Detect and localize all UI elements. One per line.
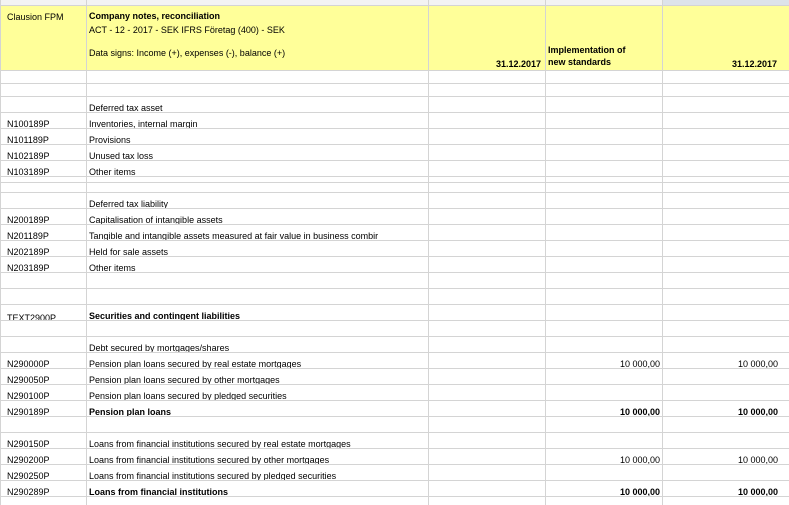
row-code[interactable]: N103189P	[7, 167, 50, 177]
row-code[interactable]: N102189P	[7, 151, 50, 161]
row-description[interactable]: Loans from financial institutions secured by real estate mortgages	[89, 439, 351, 449]
grid-row-line	[0, 96, 789, 97]
grid-row-line	[0, 70, 789, 71]
grid-row-line	[0, 224, 789, 225]
grid-row-line	[0, 352, 789, 353]
row-description[interactable]: Deferred tax liability	[89, 199, 169, 209]
row-code[interactable]: N290000P	[7, 359, 50, 369]
grid-row-line	[0, 464, 789, 465]
row-description[interactable]: Debt secured by mortgages/shares	[89, 343, 230, 353]
row-code[interactable]: N202189P	[7, 247, 50, 257]
row-description[interactable]: Pension plan loans	[89, 407, 172, 417]
row-code[interactable]: N201189P	[7, 231, 49, 241]
grid-row-line	[0, 144, 789, 145]
row-code[interactable]: N290050P	[7, 375, 50, 385]
value-cell-c[interactable]: 10 000,00	[619, 359, 660, 369]
grid-row-line	[0, 272, 789, 273]
grid-row-line	[0, 416, 789, 417]
grid-row-line	[0, 160, 789, 161]
row-code[interactable]: N290200P	[7, 455, 50, 465]
row-code[interactable]: N290150P	[7, 439, 50, 449]
grid-row-line	[0, 496, 789, 497]
report-subtitle: ACT - 12 - 2017 - SEK IFRS Företag (400) - SEK	[89, 25, 285, 35]
row-description[interactable]: Other items	[89, 263, 136, 273]
row-description[interactable]: Loans from financial institutions secured by pledged securities	[89, 471, 337, 481]
row-code[interactable]: N290100P	[7, 391, 50, 401]
row-description[interactable]: Inventories, internal margin	[89, 119, 198, 129]
grid-row-line	[0, 384, 789, 385]
grid-row-line	[0, 288, 789, 289]
grid-row-line	[0, 400, 789, 401]
value-cell-e[interactable]: 10 000,00	[737, 455, 778, 465]
row-description[interactable]: Pension plan loans secured by real estate mortgages	[89, 359, 302, 369]
report-title: Company notes, reconciliation	[89, 11, 221, 21]
grid-row-line	[0, 240, 789, 241]
value-cell-c[interactable]: 10 000,00	[619, 487, 660, 497]
row-code[interactable]: N101189P	[7, 135, 49, 145]
column-d-header-line2: new standards	[548, 57, 612, 67]
grid-row-line	[0, 320, 789, 321]
grid-row-line	[0, 480, 789, 481]
row-description[interactable]: Loans from financial institutions secured by other mortgages	[89, 455, 330, 465]
grid-row-line	[0, 182, 789, 183]
grid-column-line	[662, 0, 663, 505]
clausion-label: Clausion FPM	[7, 12, 64, 22]
value-cell-e[interactable]: 10 000,00	[737, 359, 778, 369]
grid-row-line	[0, 176, 789, 177]
row-code[interactable]: N203189P	[7, 263, 50, 273]
grid-row-line	[0, 208, 789, 209]
row-code[interactable]: N290189P	[7, 407, 50, 417]
grid-row-line	[0, 448, 789, 449]
grid-column-line	[428, 0, 429, 505]
grid-row-line	[0, 304, 789, 305]
row-description[interactable]: Unused tax loss	[89, 151, 154, 161]
row-description[interactable]: Pension plan loans secured by other mortgages	[89, 375, 280, 385]
row-description[interactable]: Pension plan loans secured by pledged securities	[89, 391, 287, 401]
value-cell-e[interactable]: 10 000,00	[737, 407, 778, 417]
row-description[interactable]: Tangible and intangible assets measured at fair value in business combir	[89, 231, 379, 241]
row-description[interactable]: Provisions	[89, 135, 131, 145]
column-e-date: 31.12.2017	[731, 59, 777, 69]
grid-column-line	[545, 0, 546, 505]
grid-column-line	[86, 0, 87, 505]
value-cell-c[interactable]: 10 000,00	[619, 455, 660, 465]
grid-row-line	[0, 128, 789, 129]
row-code[interactable]: N290289P	[7, 487, 50, 497]
grid-row-line	[0, 5, 789, 6]
row-code[interactable]: TEXT2900P	[7, 313, 57, 323]
row-description[interactable]: Other items	[89, 167, 136, 177]
row-code[interactable]: N200189P	[7, 215, 50, 225]
value-cell-c[interactable]: 10 000,00	[619, 407, 660, 417]
row-description[interactable]: Loans from financial institutions	[89, 487, 229, 497]
row-description[interactable]: Securities and contingent liabilities	[89, 311, 241, 321]
data-signs-note: Data signs: Income (+), expenses (-), balance (+)	[89, 48, 286, 58]
row-code[interactable]: N290250P	[7, 471, 50, 481]
grid-column-line	[0, 0, 1, 505]
grid-row-line	[0, 256, 789, 257]
grid-row-line	[0, 336, 789, 337]
grid-row-line	[0, 368, 789, 369]
grid-row-line	[0, 83, 789, 84]
row-description[interactable]: Capitalisation of intangible assets	[89, 215, 223, 225]
value-cell-e[interactable]: 10 000,00	[737, 487, 778, 497]
row-description[interactable]: Deferred tax asset	[89, 103, 163, 113]
grid-row-line	[0, 112, 789, 113]
column-c-date: 31.12.2017	[495, 59, 541, 69]
row-code[interactable]: N100189P	[7, 119, 50, 129]
column-d-header-line1: Implementation of	[548, 45, 626, 55]
grid-row-line	[0, 192, 789, 193]
grid-row-line	[0, 432, 789, 433]
row-description[interactable]: Held for sale assets	[89, 247, 169, 257]
